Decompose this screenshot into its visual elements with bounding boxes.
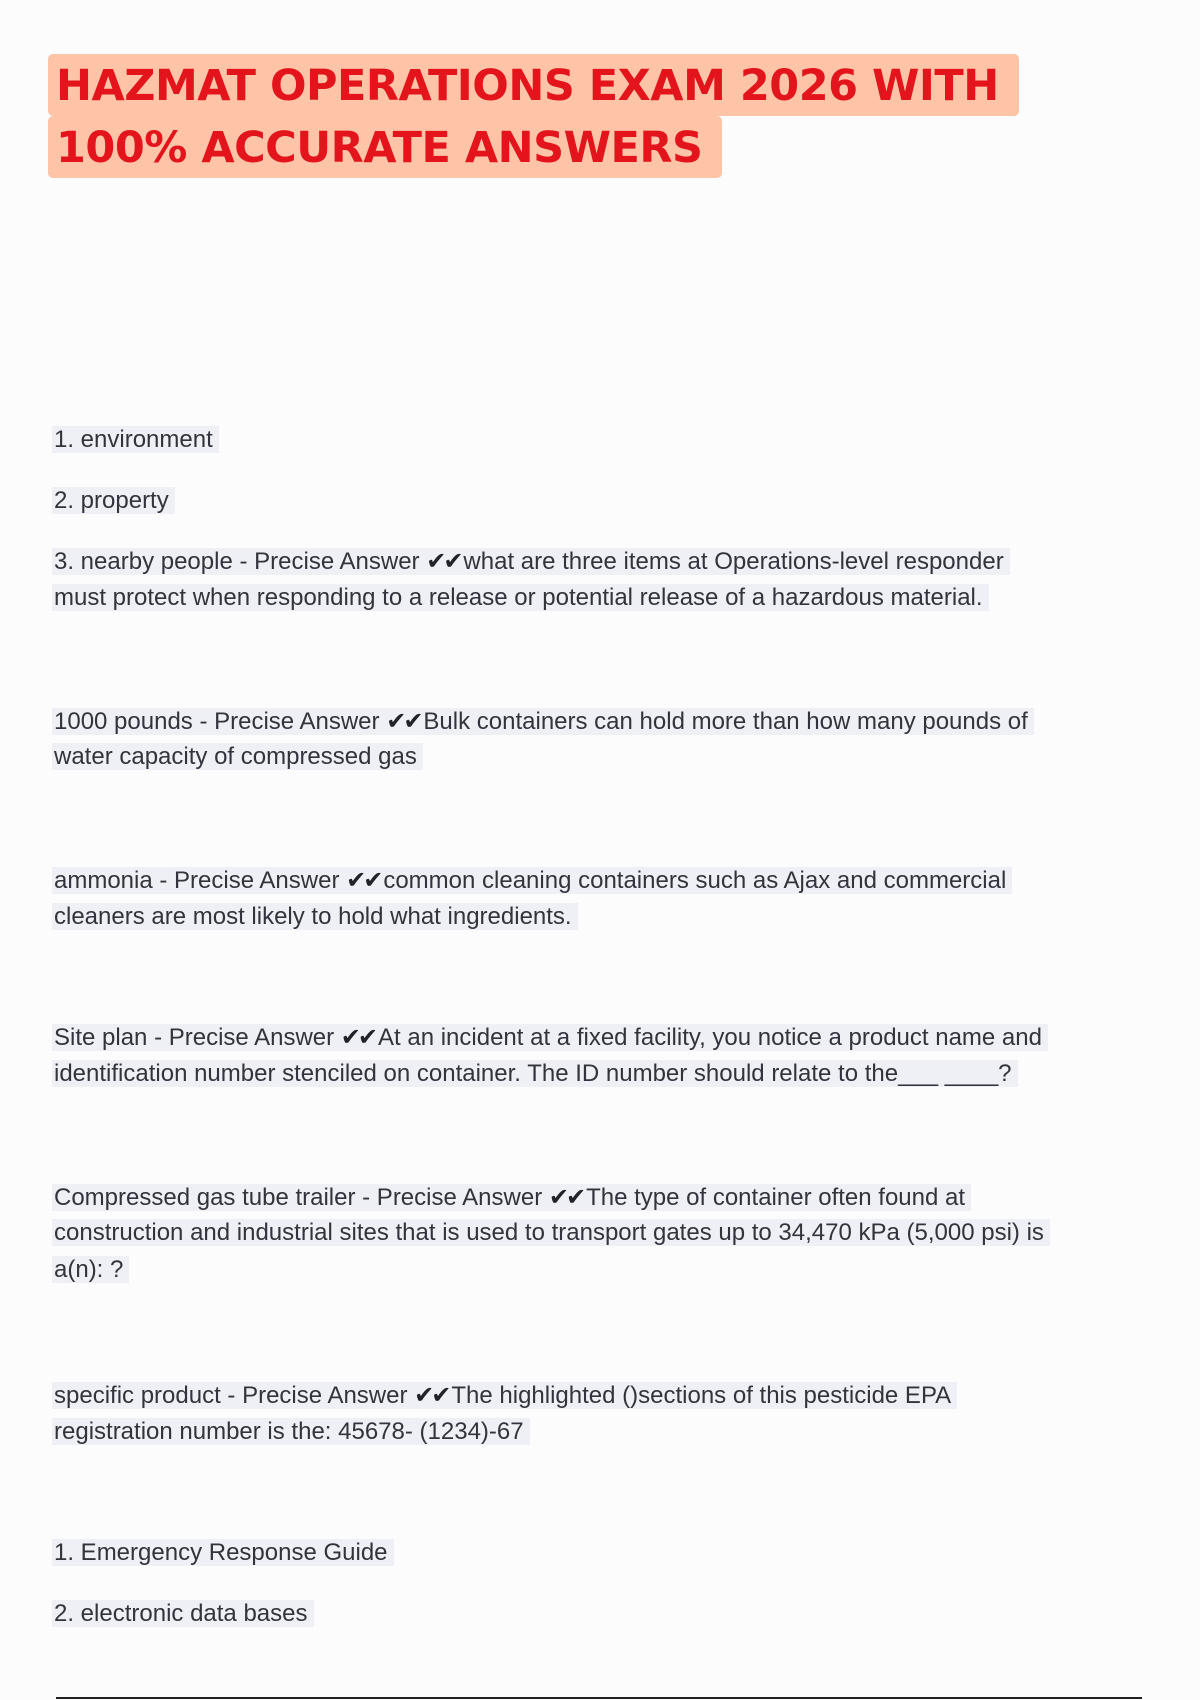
qa-question-line: ammonia - Precise Answer ✔✔ common cleaning containers such as Ajax and commercial — [52, 862, 1012, 899]
list-item: 2. electronic data bases — [52, 1596, 314, 1632]
qa-question-line: specific product - Precise Answer ✔✔ The highlighted ()sections of this pesticide EPA — [52, 1377, 957, 1414]
qa-question-line: 3. nearby people - Precise Answer ✔✔ what are three items at Operations-level responder — [52, 543, 1010, 580]
title-line-2: 100% ACCURATE ANSWERS — [48, 116, 722, 178]
list-item: 1. environment — [52, 422, 219, 458]
qa-question-line: construction and industrial sites that is used to transport gates up to 34,470 kPa (5,000 psi) is — [52, 1215, 1050, 1251]
title-line-1: HAZMAT OPERATIONS EXAM 2026 WITH — [48, 54, 1019, 116]
qa-question-line: registration number is the: 45678- (1234)-67 — [52, 1414, 530, 1450]
double-check-icon: ✔✔ — [548, 1183, 584, 1211]
double-check-icon: ✔✔ — [386, 707, 421, 735]
qa-question-line: cleaners are most likely to hold what ingredients. — [52, 899, 578, 935]
qa-question-line: a(n): ? — [52, 1252, 129, 1288]
list-item: 1. Emergency Response Guide — [52, 1535, 394, 1571]
list-item: 2. property — [52, 483, 175, 519]
qa-question-line: identification number stenciled on container. The ID number should relate to the___ ____? — [52, 1056, 1018, 1092]
qa-question-line: water capacity of compressed gas — [52, 739, 423, 775]
qa-question-line: Compressed gas tube trailer - Precise Answer ✔✔ The type of container often found at — [52, 1179, 971, 1216]
double-check-icon: ✔✔ — [346, 866, 381, 894]
page-divider — [56, 1697, 1142, 1699]
double-check-icon: ✔✔ — [340, 1023, 376, 1051]
double-check-icon: ✔✔ — [414, 1381, 449, 1409]
document-title — [48, 54, 1048, 178]
qa-question-line: 1000 pounds - Precise Answer ✔✔ Bulk containers can hold more than how many pounds of — [52, 703, 1034, 740]
double-check-icon: ✔✔ — [426, 547, 461, 575]
qa-question-line: must protect when responding to a release or potential release of a hazardous material. — [52, 580, 989, 616]
qa-question-line: Site plan - Precise Answer ✔✔ At an incident at a fixed facility, you notice a product name and — [52, 1019, 1048, 1056]
